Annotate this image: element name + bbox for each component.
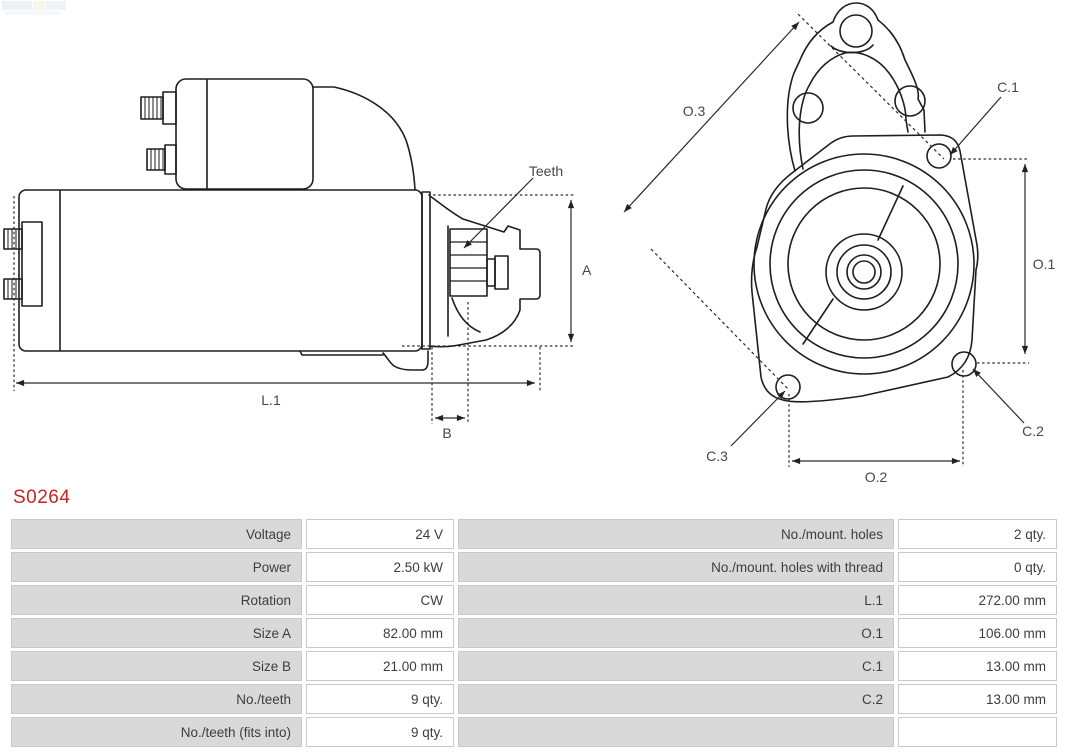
- mount-hole-c3: [776, 375, 800, 399]
- mount-hole-c1: [927, 144, 951, 168]
- c1-leader-line: [950, 97, 1001, 155]
- spec-value: 106.00 mm: [898, 618, 1057, 648]
- spec-label: Size B: [11, 651, 302, 681]
- spec-value: [898, 717, 1057, 747]
- spec-label: L.1: [458, 585, 894, 615]
- table-row: [11, 552, 1057, 582]
- label-teeth: Teeth: [528, 163, 564, 179]
- spec-value: 24 V: [306, 519, 454, 549]
- solenoid-terminal-top: [141, 92, 176, 124]
- crown-hole-left: [793, 93, 823, 123]
- label-o3: O.3: [682, 103, 706, 119]
- table-row: [11, 717, 1057, 747]
- crown-hole-right: [895, 86, 925, 116]
- table-row: [11, 519, 1057, 549]
- spec-label: C.1: [458, 651, 894, 681]
- spec-label: No./mount. holes: [458, 519, 894, 549]
- spec-value: 9 qty.: [306, 717, 454, 747]
- teeth-leader-line: [464, 178, 533, 248]
- drive-housing: [430, 196, 540, 347]
- starter-front-view: [752, 3, 978, 402]
- spec-value: 2 qty.: [898, 519, 1057, 549]
- spec-label: Voltage: [11, 519, 302, 549]
- label-c3: C.3: [706, 448, 728, 464]
- table-row: [11, 618, 1057, 648]
- table-row: [11, 684, 1057, 714]
- motor-body: [19, 190, 422, 351]
- shaft-circle-inner: [853, 261, 875, 283]
- radial-line-upper: [878, 186, 903, 240]
- spec-value: 21.00 mm: [306, 651, 454, 681]
- spec-label: Size A: [11, 618, 302, 648]
- spec-table: [7, 516, 1061, 750]
- pinion-shaft-collar: [487, 259, 495, 286]
- spec-value: 0 qty.: [898, 552, 1057, 582]
- spec-label: Power: [11, 552, 302, 582]
- left-stud-bottom: [4, 279, 22, 299]
- hub-circle-2: [837, 245, 891, 299]
- spec-label: No./teeth (fits into): [11, 717, 302, 747]
- housing-circle-inner: [788, 188, 940, 340]
- housing-fork-curve: [452, 298, 480, 332]
- spec-label: [458, 717, 894, 747]
- spec-label: Rotation: [11, 585, 302, 615]
- c3-leader-line: [731, 391, 785, 446]
- table-row: [11, 585, 1057, 615]
- label-o1: O.1: [1032, 256, 1056, 272]
- shaft-circle-outer: [847, 255, 881, 289]
- side-view-dimensions: [14, 178, 574, 424]
- front-view-dimensions: [624, 14, 1029, 467]
- spec-value: 82.00 mm: [306, 618, 454, 648]
- dim-line-O3: [624, 22, 799, 212]
- c2-leader-line: [973, 369, 1024, 423]
- table-row: [11, 651, 1057, 681]
- solenoid: [176, 79, 313, 189]
- starter-side-view: [4, 79, 540, 370]
- motor-foot: [383, 351, 428, 370]
- spec-value: 9 qty.: [306, 684, 454, 714]
- pinion-shaft-tip: [495, 256, 508, 289]
- spec-value: 13.00 mm: [898, 684, 1057, 714]
- label-c1: C.1: [997, 79, 1019, 95]
- left-bracket: [22, 222, 42, 306]
- mount-flange-ring: [422, 192, 430, 349]
- pinion-gear: [450, 229, 487, 296]
- label-size-a: A: [582, 262, 592, 278]
- spec-value: 272.00 mm: [898, 585, 1057, 615]
- flange-plate: [752, 135, 978, 402]
- label-c2: C.2: [1022, 423, 1044, 439]
- label-b: B: [442, 425, 452, 441]
- spec-label: C.2: [458, 684, 894, 714]
- spec-value: 2.50 kW: [306, 552, 454, 582]
- spec-label: No./teeth: [11, 684, 302, 714]
- crown-hole-top: [840, 15, 872, 47]
- label-l1: L.1: [261, 392, 281, 408]
- spec-value: CW: [306, 585, 454, 615]
- label-o2: O.2: [864, 469, 888, 485]
- spec-value: 13.00 mm: [898, 651, 1057, 681]
- housing-circle-outer: [754, 154, 974, 374]
- left-stud-top: [4, 229, 22, 249]
- spec-label: No./mount. holes with thread: [458, 552, 894, 582]
- solenoid-bracket: [313, 87, 415, 190]
- part-code: S0264: [13, 487, 71, 508]
- header-logo-mark: [2, 1, 66, 15]
- radial-line-lower: [803, 299, 833, 344]
- spec-label: O.1: [458, 618, 894, 648]
- solenoid-terminal-bottom: [147, 145, 176, 174]
- housing-circle-mid: [770, 170, 958, 358]
